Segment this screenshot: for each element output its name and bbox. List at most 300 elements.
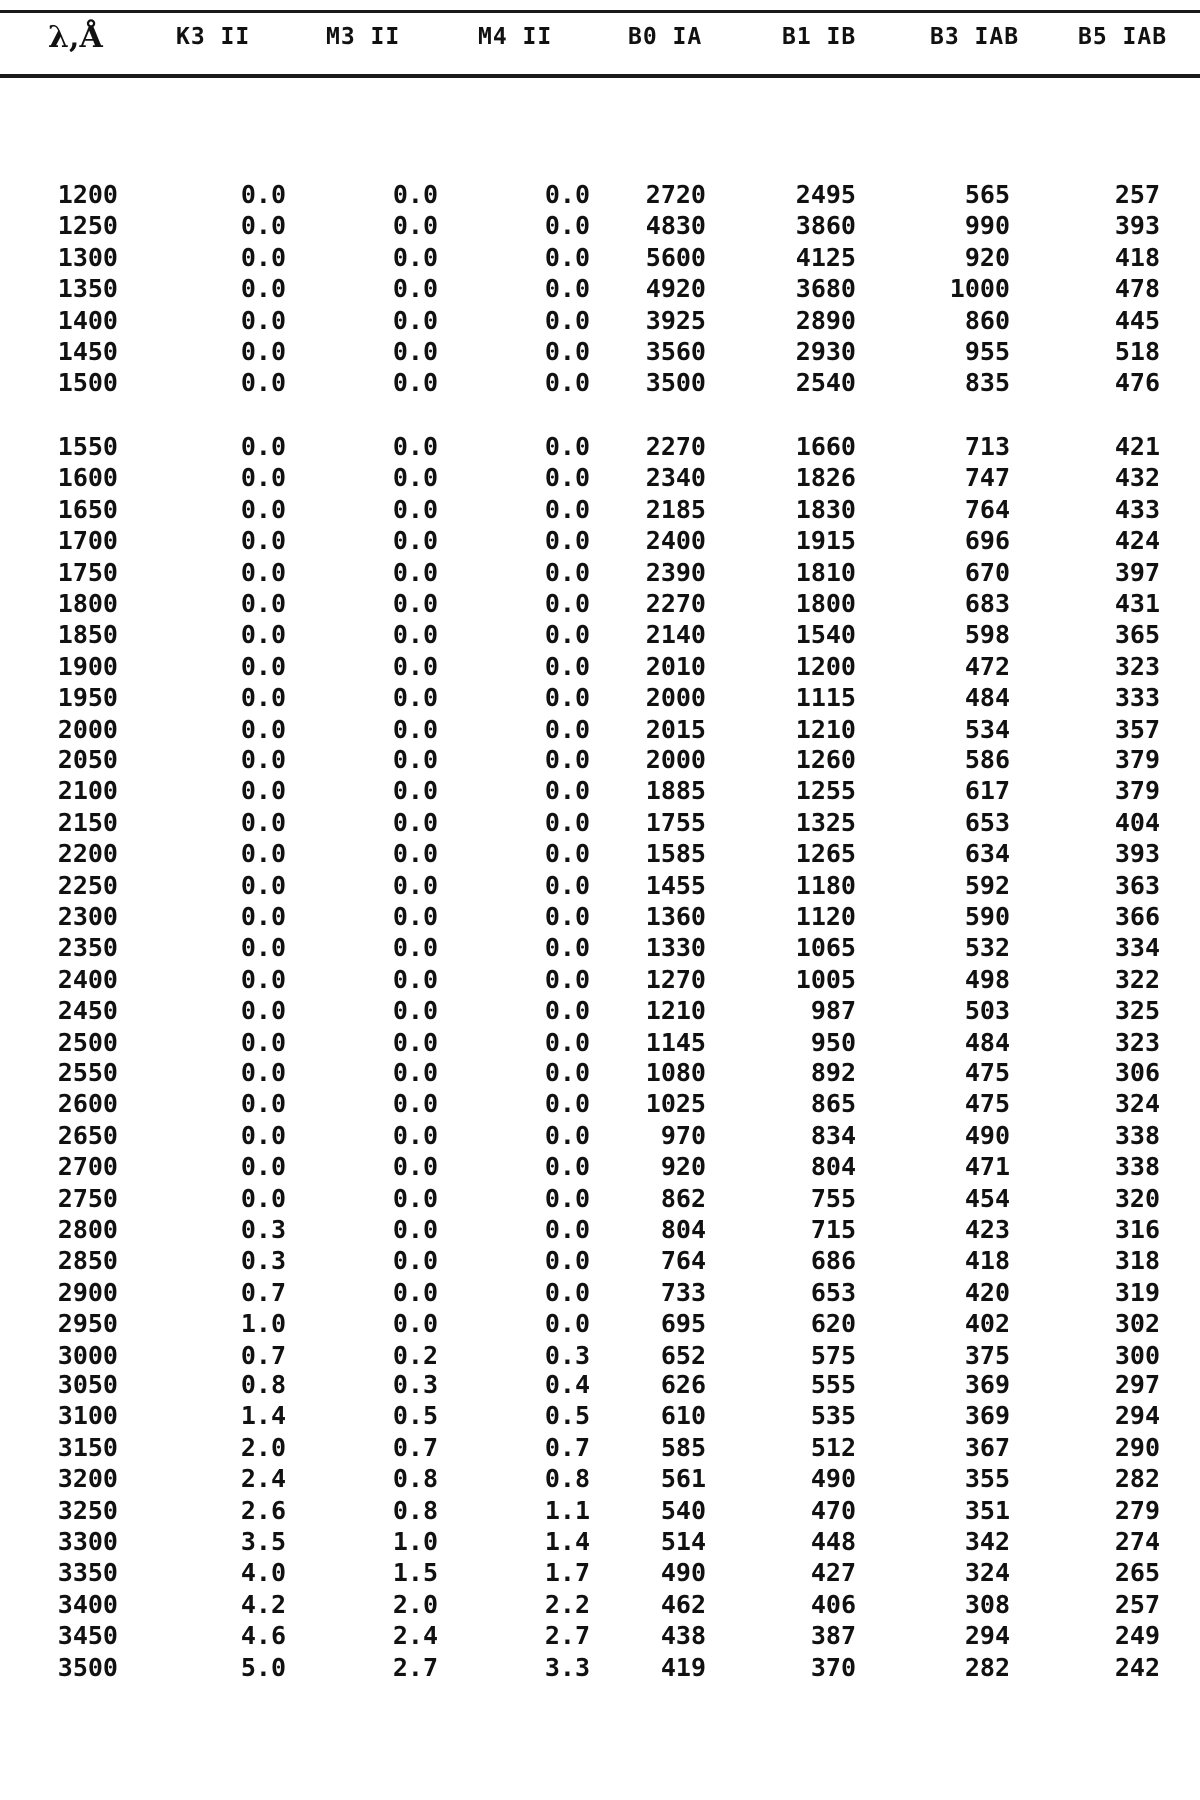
cell-k3-ii: 0.0 [240,651,286,681]
header-b0-ia: B0 IA [628,24,703,50]
header-b5-iab: B5 IAB [1078,24,1168,50]
cell-b1-ib: 3860 [795,211,856,241]
cell-b1-ib: 653 [810,1277,856,1307]
table-row [0,1058,1200,1088]
table-row [0,965,1200,995]
cell-m4-ii: 1.4 [544,1527,590,1556]
cell-m3-ii: 0.0 [392,745,438,774]
cell-b3-iab: 696 [964,526,1010,556]
cell-b1-ib: 950 [810,1027,856,1057]
cell-b0-ia: 2185 [645,494,706,524]
cell-m3-ii: 0.0 [392,1246,438,1276]
cell-b1-ib: 865 [810,1089,856,1119]
cell-wavelength: 3000 [57,1340,118,1370]
cell-b0-ia: 1025 [645,1089,706,1119]
cell-b0-ia: 804 [660,1215,706,1244]
cell-b3-iab: 308 [964,1589,1010,1619]
cell-m3-ii: 0.0 [392,274,438,304]
cell-b3-iab: 475 [964,1058,1010,1087]
cell-k3-ii: 0.0 [240,933,286,963]
cell-k3-ii: 0.0 [240,368,286,398]
cell-b1-ib: 1065 [795,933,856,963]
cell-m4-ii: 0.0 [544,964,590,994]
cell-m3-ii: 0.0 [392,933,438,963]
cell-b0-ia: 1210 [645,996,706,1026]
cell-b3-iab: 472 [964,651,1010,681]
cell-b3-iab: 764 [964,494,1010,524]
cell-wavelength: 3300 [57,1527,118,1556]
cell-m4-ii: 0.0 [544,180,590,209]
cell-b0-ia: 419 [660,1652,706,1682]
cell-m3-ii: 0.0 [392,1058,438,1087]
cell-b0-ia: 2400 [645,526,706,556]
cell-b5-iab: 302 [1114,1309,1160,1339]
cell-b5-iab: 257 [1114,180,1160,209]
cell-b3-iab: 402 [964,1309,1010,1339]
table-row [0,933,1200,963]
cell-k3-ii: 0.0 [240,776,286,806]
cell-b0-ia: 540 [660,1495,706,1525]
cell-m3-ii: 0.2 [392,1340,438,1370]
cell-wavelength: 3100 [57,1401,118,1431]
cell-m4-ii: 0.0 [544,1277,590,1307]
cell-b3-iab: 503 [964,996,1010,1026]
cell-k3-ii: 0.0 [240,432,286,461]
cell-b3-iab: 294 [964,1621,1010,1651]
cell-b5-iab: 333 [1114,683,1160,713]
cell-k3-ii: 0.8 [240,1370,286,1399]
cell-k3-ii: 0.0 [240,870,286,900]
cell-b0-ia: 2015 [645,714,706,744]
cell-b5-iab: 257 [1114,1589,1160,1619]
cell-b3-iab: 351 [964,1495,1010,1525]
cell-m3-ii: 0.0 [392,1309,438,1339]
cell-wavelength: 1750 [57,557,118,587]
cell-b5-iab: 322 [1114,964,1160,994]
cell-k3-ii: 1.4 [240,1401,286,1431]
cell-m4-ii: 0.0 [544,526,590,556]
cell-m4-ii: 0.0 [544,807,590,837]
cell-m3-ii: 0.7 [392,1432,438,1462]
cell-m3-ii: 2.4 [392,1621,438,1651]
cell-b3-iab: 454 [964,1183,1010,1213]
cell-b0-ia: 1755 [645,807,706,837]
cell-b3-iab: 860 [964,305,1010,335]
cell-m3-ii: 0.0 [392,1152,438,1182]
cell-k3-ii: 0.0 [240,807,286,837]
cell-b3-iab: 355 [964,1464,1010,1494]
table-row [0,1558,1200,1588]
cell-m4-ii: 0.0 [544,620,590,650]
cell-b1-ib: 1260 [795,745,856,774]
cell-m3-ii: 0.0 [392,211,438,241]
cell-m4-ii: 0.0 [544,305,590,335]
table-row [0,1496,1200,1526]
cell-b3-iab: 498 [964,964,1010,994]
cell-m4-ii: 0.0 [544,1089,590,1119]
table-row [0,463,1200,493]
cell-b1-ib: 987 [810,996,856,1026]
cell-m3-ii: 0.0 [392,1027,438,1057]
cell-b5-iab: 393 [1114,211,1160,241]
cell-k3-ii: 0.0 [240,839,286,869]
cell-m3-ii: 0.0 [392,776,438,806]
cell-b5-iab: 249 [1114,1621,1160,1651]
cell-wavelength: 1950 [57,683,118,713]
cell-wavelength: 2300 [57,902,118,931]
table-row [0,274,1200,304]
cell-wavelength: 1700 [57,526,118,556]
cell-b1-ib: 512 [810,1432,856,1462]
cell-m4-ii: 0.0 [544,589,590,618]
cell-wavelength: 2500 [57,1027,118,1057]
cell-wavelength: 3200 [57,1464,118,1494]
cell-wavelength: 1200 [57,180,118,209]
cell-b5-iab: 433 [1114,494,1160,524]
table-row [0,1590,1200,1620]
cell-b5-iab: 357 [1114,714,1160,744]
cell-b0-ia: 2140 [645,620,706,650]
cell-m4-ii: 0.7 [544,1432,590,1462]
cell-m3-ii: 0.0 [392,305,438,335]
cell-b5-iab: 365 [1114,620,1160,650]
cell-m4-ii: 0.0 [544,1058,590,1087]
cell-b3-iab: 835 [964,368,1010,398]
cell-m3-ii: 0.0 [392,839,438,869]
cell-m4-ii: 0.0 [544,651,590,681]
cell-b0-ia: 2270 [645,432,706,461]
cell-wavelength: 3350 [57,1558,118,1588]
cell-b3-iab: 369 [964,1401,1010,1431]
cell-m3-ii: 0.0 [392,432,438,461]
cell-b5-iab: 424 [1114,526,1160,556]
cell-b1-ib: 3680 [795,274,856,304]
cell-wavelength: 2250 [57,870,118,900]
cell-b3-iab: 324 [964,1558,1010,1588]
cell-b3-iab: 490 [964,1120,1010,1150]
cell-m4-ii: 0.4 [544,1370,590,1399]
cell-k3-ii: 0.0 [240,494,286,524]
cell-m3-ii: 0.8 [392,1495,438,1525]
cell-k3-ii: 4.0 [240,1558,286,1588]
cell-b1-ib: 1180 [795,870,856,900]
cell-k3-ii: 0.0 [240,557,286,587]
cell-b0-ia: 695 [660,1309,706,1339]
cell-b3-iab: 420 [964,1277,1010,1307]
cell-wavelength: 2900 [57,1277,118,1307]
cell-k3-ii: 0.0 [240,620,286,650]
cell-b0-ia: 1080 [645,1058,706,1087]
cell-m3-ii: 0.3 [392,1370,438,1399]
cell-wavelength: 1850 [57,620,118,650]
cell-b3-iab: 475 [964,1089,1010,1119]
cell-b3-iab: 590 [964,902,1010,931]
cell-b1-ib: 1540 [795,620,856,650]
cell-b5-iab: 431 [1114,589,1160,618]
table-row [0,1433,1200,1463]
table-row [0,839,1200,869]
cell-wavelength: 2650 [57,1120,118,1150]
cell-b1-ib: 470 [810,1495,856,1525]
cell-m4-ii: 0.0 [544,432,590,461]
cell-b3-iab: 592 [964,870,1010,900]
cell-k3-ii: 0.0 [240,902,286,931]
cell-b0-ia: 3500 [645,368,706,398]
cell-b1-ib: 1120 [795,902,856,931]
table-row [0,1370,1200,1400]
cell-b5-iab: 418 [1114,242,1160,272]
cell-wavelength: 1300 [57,242,118,272]
cell-b0-ia: 652 [660,1340,706,1370]
cell-b1-ib: 2495 [795,180,856,209]
cell-b3-iab: 683 [964,589,1010,618]
cell-b1-ib: 4125 [795,242,856,272]
cell-m4-ii: 0.0 [544,463,590,493]
cell-b3-iab: 598 [964,620,1010,650]
cell-b3-iab: 634 [964,839,1010,869]
cell-m3-ii: 0.0 [392,870,438,900]
cell-b0-ia: 5600 [645,242,706,272]
cell-b5-iab: 265 [1114,1558,1160,1588]
cell-m4-ii: 0.0 [544,902,590,931]
cell-m3-ii: 0.0 [392,1215,438,1244]
cell-wavelength: 2050 [57,745,118,774]
cell-m4-ii: 0.0 [544,274,590,304]
cell-b5-iab: 290 [1114,1432,1160,1462]
cell-wavelength: 1350 [57,274,118,304]
cell-b5-iab: 397 [1114,557,1160,587]
cell-m4-ii: 0.0 [544,870,590,900]
cell-b5-iab: 334 [1114,933,1160,963]
cell-b0-ia: 2010 [645,651,706,681]
cell-b1-ib: 804 [810,1152,856,1182]
cell-m3-ii: 0.0 [392,1277,438,1307]
cell-b5-iab: 316 [1114,1215,1160,1244]
header-k3-ii: K3 II [176,24,251,50]
cell-b5-iab: 445 [1114,305,1160,335]
cell-wavelength: 2800 [57,1215,118,1244]
table-row [0,337,1200,367]
table-row [0,1121,1200,1151]
table-row [0,683,1200,713]
cell-b3-iab: 1000 [949,274,1010,304]
cell-b5-iab: 274 [1114,1527,1160,1556]
cell-k3-ii: 0.0 [240,683,286,713]
cell-m3-ii: 0.8 [392,1464,438,1494]
cell-b5-iab: 338 [1114,1120,1160,1150]
cell-b0-ia: 764 [660,1246,706,1276]
table-row [0,180,1200,210]
table-row [0,1464,1200,1494]
cell-m3-ii: 0.0 [392,683,438,713]
cell-m4-ii: 0.0 [544,1120,590,1150]
cell-b0-ia: 1330 [645,933,706,963]
cell-b0-ia: 610 [660,1401,706,1431]
cell-b5-iab: 323 [1114,1027,1160,1057]
cell-b0-ia: 462 [660,1589,706,1619]
cell-m3-ii: 0.0 [392,1089,438,1119]
cell-b1-ib: 1005 [795,964,856,994]
cell-b1-ib: 755 [810,1183,856,1213]
cell-k3-ii: 4.6 [240,1621,286,1651]
cell-b1-ib: 715 [810,1215,856,1244]
cell-k3-ii: 0.0 [240,996,286,1026]
cell-k3-ii: 0.0 [240,964,286,994]
table-row [0,1278,1200,1308]
cell-b0-ia: 514 [660,1527,706,1556]
cell-b0-ia: 626 [660,1370,706,1399]
cell-b0-ia: 490 [660,1558,706,1588]
cell-m4-ii: 0.8 [544,1464,590,1494]
cell-b1-ib: 1830 [795,494,856,524]
cell-m3-ii: 0.0 [392,714,438,744]
cell-b3-iab: 418 [964,1246,1010,1276]
cell-b5-iab: 404 [1114,807,1160,837]
cell-b0-ia: 1585 [645,839,706,869]
cell-wavelength: 2750 [57,1183,118,1213]
cell-k3-ii: 4.2 [240,1589,286,1619]
cell-m4-ii: 0.0 [544,1183,590,1213]
cell-wavelength: 2600 [57,1089,118,1119]
cell-wavelength: 2350 [57,933,118,963]
cell-b3-iab: 282 [964,1652,1010,1682]
cell-b3-iab: 375 [964,1340,1010,1370]
cell-b1-ib: 1660 [795,432,856,461]
cell-m3-ii: 0.0 [392,526,438,556]
cell-b1-ib: 1810 [795,557,856,587]
cell-k3-ii: 0.3 [240,1246,286,1276]
cell-b3-iab: 713 [964,432,1010,461]
cell-k3-ii: 3.5 [240,1527,286,1556]
cell-m3-ii: 0.0 [392,494,438,524]
table-row [0,1401,1200,1431]
cell-b0-ia: 2000 [645,683,706,713]
cell-m3-ii: 0.0 [392,242,438,272]
cell-m4-ii: 2.2 [544,1589,590,1619]
cell-m3-ii: 0.0 [392,964,438,994]
table-row [0,652,1200,682]
table-row [0,902,1200,932]
cell-b1-ib: 1255 [795,776,856,806]
cell-b5-iab: 320 [1114,1183,1160,1213]
cell-wavelength: 2400 [57,964,118,994]
cell-m4-ii: 1.7 [544,1558,590,1588]
cell-b3-iab: 484 [964,683,1010,713]
cell-m3-ii: 2.0 [392,1589,438,1619]
cell-b1-ib: 834 [810,1120,856,1150]
cell-b5-iab: 300 [1114,1340,1160,1370]
cell-b1-ib: 1826 [795,463,856,493]
cell-wavelength: 1250 [57,211,118,241]
cell-b5-iab: 242 [1114,1652,1160,1682]
cell-b0-ia: 733 [660,1277,706,1307]
cell-b1-ib: 555 [810,1370,856,1399]
cell-b0-ia: 1885 [645,776,706,806]
cell-m4-ii: 0.0 [544,996,590,1026]
cell-b1-ib: 370 [810,1652,856,1682]
cell-m4-ii: 0.0 [544,933,590,963]
cell-b5-iab: 432 [1114,463,1160,493]
cell-b0-ia: 438 [660,1621,706,1651]
cell-m3-ii: 0.0 [392,557,438,587]
table-row [0,776,1200,806]
cell-m4-ii: 2.7 [544,1621,590,1651]
cell-b0-ia: 970 [660,1120,706,1150]
cell-b1-ib: 1800 [795,589,856,618]
cell-b3-iab: 920 [964,242,1010,272]
cell-m4-ii: 0.0 [544,242,590,272]
cell-b0-ia: 2390 [645,557,706,587]
cell-wavelength: 2000 [57,714,118,744]
cell-b0-ia: 1145 [645,1027,706,1057]
cell-wavelength: 2700 [57,1152,118,1182]
cell-b0-ia: 1455 [645,870,706,900]
cell-m4-ii: 0.0 [544,1027,590,1057]
cell-b5-iab: 476 [1114,368,1160,398]
cell-k3-ii: 0.0 [240,1089,286,1119]
cell-b3-iab: 653 [964,807,1010,837]
cell-b3-iab: 367 [964,1432,1010,1462]
cell-b3-iab: 471 [964,1152,1010,1182]
cell-k3-ii: 2.4 [240,1464,286,1494]
table-row [0,368,1200,398]
cell-b1-ib: 2540 [795,368,856,398]
table-row [0,1653,1200,1683]
cell-b0-ia: 920 [660,1152,706,1182]
cell-b3-iab: 534 [964,714,1010,744]
table-row [0,526,1200,556]
table-row [0,745,1200,775]
cell-b1-ib: 1325 [795,807,856,837]
table-row [0,243,1200,273]
cell-m3-ii: 0.0 [392,368,438,398]
cell-b1-ib: 686 [810,1246,856,1276]
cell-b1-ib: 406 [810,1589,856,1619]
cell-wavelength: 3250 [57,1495,118,1525]
cell-b3-iab: 369 [964,1370,1010,1399]
cell-b0-ia: 2000 [645,745,706,774]
cell-k3-ii: 0.0 [240,1183,286,1213]
cell-b5-iab: 421 [1114,432,1160,461]
cell-m4-ii: 0.0 [544,211,590,241]
cell-m3-ii: 0.5 [392,1401,438,1431]
table-row [0,1152,1200,1182]
cell-k3-ii: 0.0 [240,526,286,556]
header-b3-iab: B3 IAB [930,24,1020,50]
cell-k3-ii: 0.0 [240,714,286,744]
cell-k3-ii: 0.0 [240,305,286,335]
cell-b1-ib: 2930 [795,337,856,366]
cell-k3-ii: 0.0 [240,337,286,366]
cell-m4-ii: 0.0 [544,1152,590,1182]
cell-k3-ii: 0.7 [240,1340,286,1370]
cell-wavelength: 3400 [57,1589,118,1619]
cell-b1-ib: 1915 [795,526,856,556]
cell-k3-ii: 0.0 [240,274,286,304]
cell-m4-ii: 0.5 [544,1401,590,1431]
cell-wavelength: 1450 [57,337,118,366]
cell-b1-ib: 1265 [795,839,856,869]
cell-k3-ii: 2.6 [240,1495,286,1525]
cell-k3-ii: 0.0 [240,1027,286,1057]
cell-wavelength: 2450 [57,996,118,1026]
cell-b0-ia: 3560 [645,337,706,366]
cell-b5-iab: 338 [1114,1152,1160,1182]
cell-b0-ia: 862 [660,1183,706,1213]
cell-b5-iab: 379 [1114,745,1160,774]
cell-m4-ii: 1.1 [544,1495,590,1525]
cell-b1-ib: 427 [810,1558,856,1588]
